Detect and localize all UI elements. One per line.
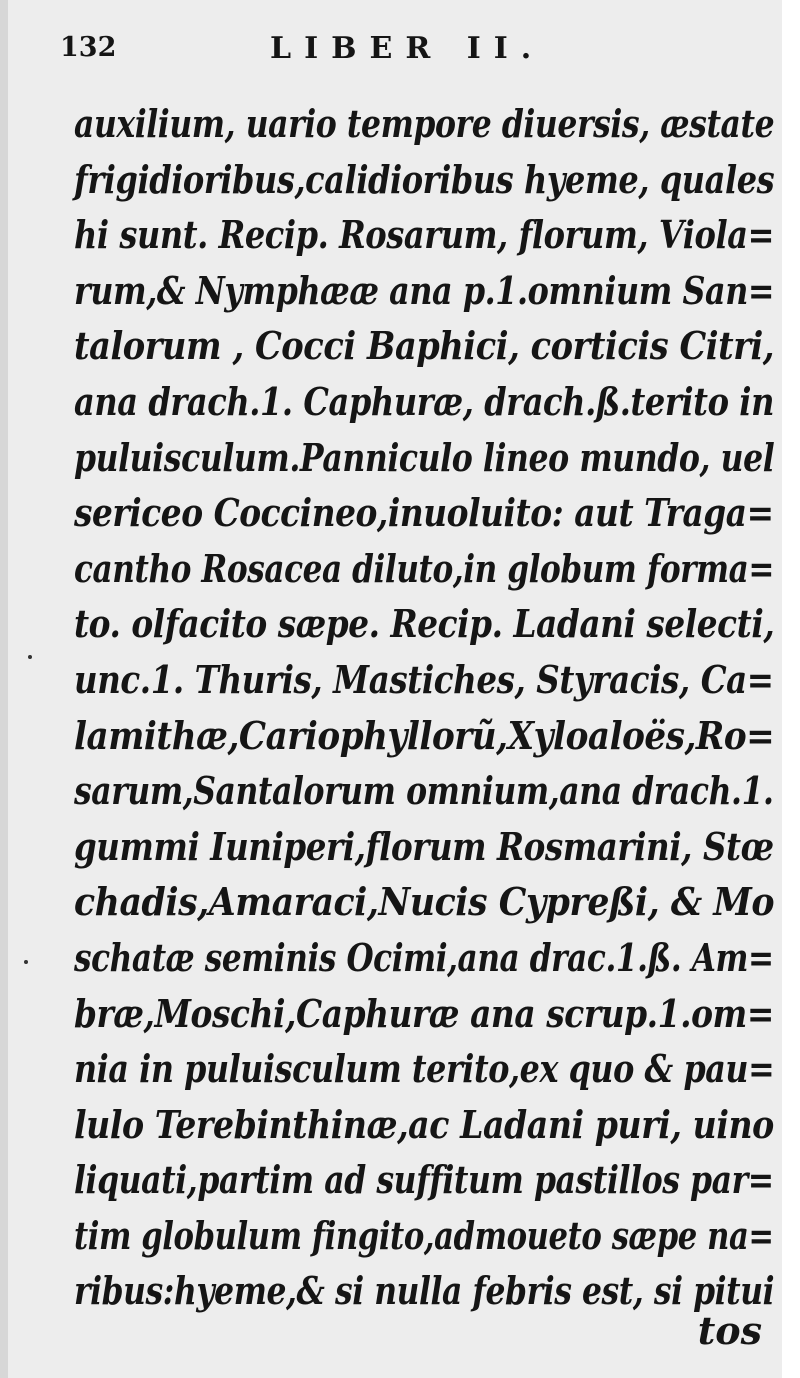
page-gutter-shadow: [0, 0, 8, 1378]
text-line: nia in puluisculum terito,ex quo & pau=: [74, 1046, 775, 1092]
text-line: puluisculum.Panniculo lineo mundo, uel: [74, 434, 775, 480]
page-number: 132: [60, 32, 117, 63]
text-line: lamithæ,Cariophyllorũ,Xyloaloës,Ro=: [74, 712, 775, 758]
text-line: cantho Rosacea diluto,in globum forma=: [74, 545, 775, 591]
text-line: ana drach.1. Caphuræ, drach.ß.terito in: [74, 378, 774, 424]
text-line: tim globulum fingito,admoueto sæpe na=: [74, 1212, 774, 1258]
text-line: rum,& Nymphææ ana p.1.omnium San=: [74, 267, 775, 313]
text-line: talorum , Cocci Baphici, corticis Citri,: [74, 323, 775, 369]
text-line: sericeo Coccineo,inuoluito: aut Traga=: [74, 490, 774, 536]
text-line: unc.1. Thuris, Mastiches, Styracis, Ca=: [74, 656, 774, 702]
page-edge-margin: [782, 0, 800, 1378]
ink-speck: [24, 960, 28, 964]
text-line: frigidioribus,calidioribus hyeme, quales: [74, 156, 775, 202]
text-line: bræ,Moschi,Caphuræ ana scrup.1.om=: [74, 990, 774, 1036]
text-line: liquati,partim ad suffitum pastillos par=: [74, 1157, 774, 1203]
text-line: chadis,Amaraci,Nucis Cypreßi, & Mo: [74, 879, 775, 925]
catchword: tos: [697, 1308, 762, 1353]
text-line: ribus:hyeme,& si nulla febris est, si pitui: [74, 1268, 775, 1314]
text-line: schatæ seminis Ocimi,ana drac.1.ß. Am=: [74, 934, 774, 980]
text-line: sarum,Santalorum omnium,ana drach.1.: [74, 768, 774, 814]
running-title: LIBER II.: [270, 31, 545, 66]
text-line: gummi Iuniperi,florum Rosmarini, Stœ: [74, 823, 774, 869]
ink-speck: [28, 655, 32, 659]
text-line: lulo Terebinthinæ,ac Ladani puri, uino: [74, 1101, 774, 1147]
body-text: [74, 96, 774, 1319]
text-line: to. olfacito sæpe. Recip. Ladani selecti,: [74, 601, 775, 647]
text-line: auxilium, uario tempore diuersis, æstate: [74, 101, 775, 146]
text-line: hi sunt. Recip. Rosarum, florum, Viola=: [74, 212, 775, 258]
